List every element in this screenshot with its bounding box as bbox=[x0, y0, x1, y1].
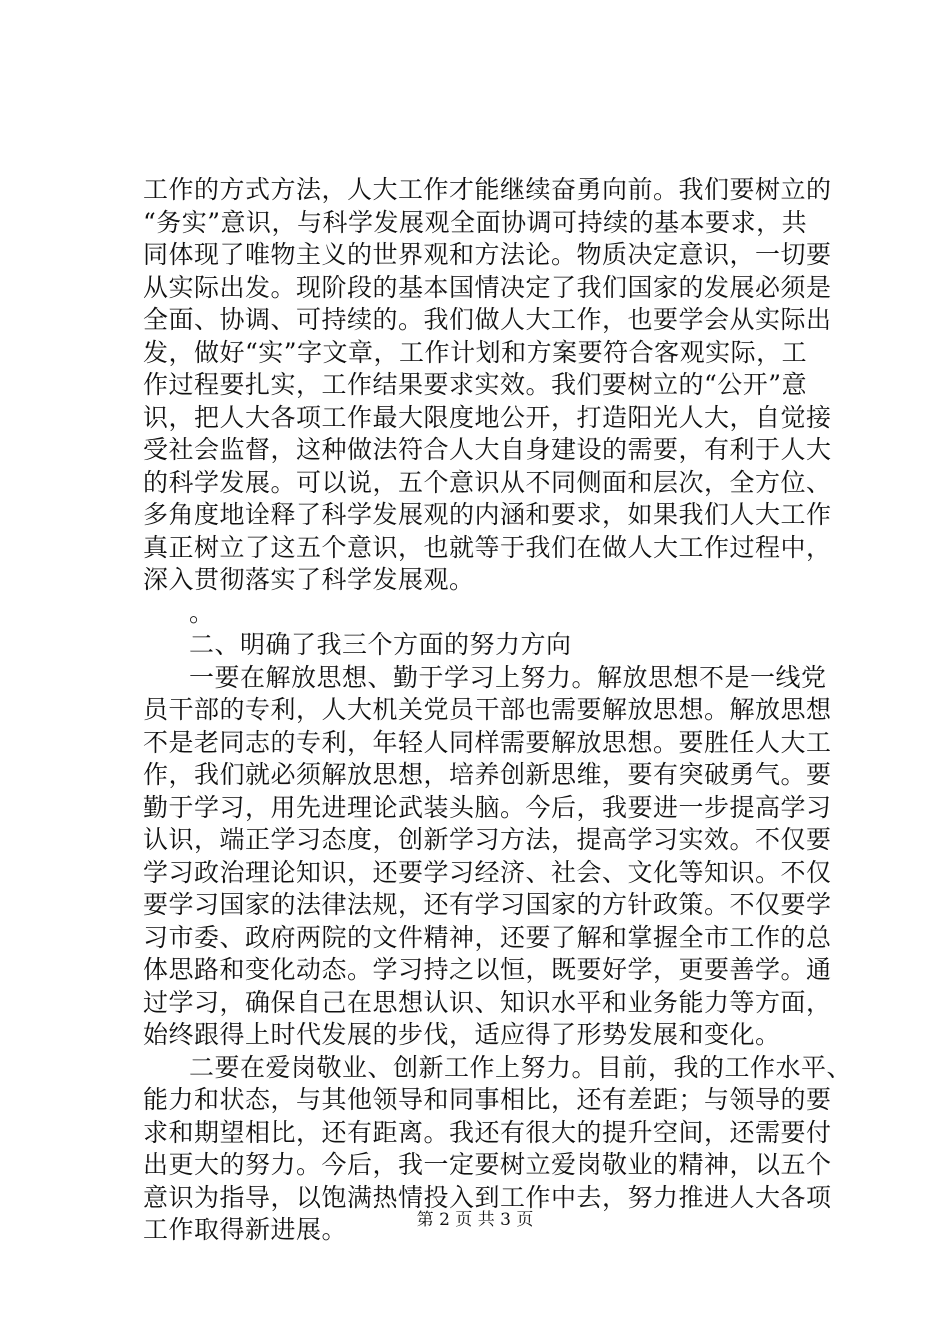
text-line: 员干部的专利，人大机关党员干部也需要解放思想。解放思想 bbox=[143, 695, 832, 724]
text-line: 深入贯彻落实了科学发展观。 bbox=[143, 565, 475, 594]
text-line: 作，我们就必须解放思想，培养创新思维，要有突破勇气。要 bbox=[143, 760, 832, 789]
text-line: 不是老同志的专利，年轻人同样需要解放思想。要胜任人大工 bbox=[143, 727, 832, 757]
text-line: 作过程要扎实，工作结果要求实效。我们要树立的“公开”意 bbox=[143, 370, 808, 399]
text-line: 多角度地诠释了科学发展观的内涵和要求，如果我们人大工作 bbox=[143, 500, 832, 529]
text-line: 能力和状态，与其他领导和同事相比，还有差距；与领导的要 bbox=[143, 1085, 832, 1114]
text-line: 受社会监督，这种做法符合人大自身建设的需要，有利于人大 bbox=[143, 435, 832, 464]
text-line: 工作的方式方法，人大工作才能继续奋勇向前。我们要树立的 bbox=[143, 175, 832, 204]
text-line: 出更大的努力。今后，我一定要树立爱岗敬业的精神，以五个 bbox=[143, 1150, 832, 1179]
text-line: 习市委、政府两院的文件精神，还要了解和掌握全市工作的总 bbox=[143, 922, 832, 952]
page-number-footer: 第 2 页 共 3 页 bbox=[416, 1210, 534, 1230]
text-line: 求和期望相比，还有距离。我还有很大的提升空间，还需要付 bbox=[143, 1117, 832, 1147]
text-line: 一要在解放思想、勤于学习上努力。解放思想不是一线党 bbox=[189, 662, 827, 692]
text-line: 过学习，确保自己在思想认识、知识水平和业务能力等方面， bbox=[143, 987, 832, 1017]
text-line: 发，做好“实”字文章，工作计划和方案要符合客观实际，工 bbox=[143, 337, 808, 367]
text-line: 认识，端正学习态度，创新学习方法，提高学习实效。不仅要 bbox=[143, 825, 832, 854]
text-line: 真正树立了这五个意识，也就等于我们在做人大工作过程中， bbox=[143, 532, 832, 562]
text-line: “务实”意识，与科学发展观全面协调可持续的基本要求，共 bbox=[143, 207, 808, 237]
text-line: 始终跟得上时代发展的步伐，适应得了形势发展和变化。 bbox=[143, 1020, 781, 1049]
text-line: 。 bbox=[189, 597, 215, 627]
text-line: 从实际出发。现阶段的基本国情决定了我们国家的发展必须是 bbox=[143, 272, 832, 302]
text-line: 体思路和变化动态。学习持之以恒，既要好学，更要善学。通 bbox=[143, 955, 832, 984]
text-line: 勤于学习，用先进理论武装头脑。今后，我要进一步提高学习 bbox=[143, 792, 832, 822]
text-line: 识，把人大各项工作最大限度地公开，打造阳光人大，自觉接 bbox=[143, 402, 832, 432]
text-line: 同体现了唯物主义的世界观和方法论。物质决定意识，一切要 bbox=[143, 240, 832, 269]
text-line: 二要在爱岗敬业、创新工作上努力。目前，我的工作水平、 bbox=[189, 1052, 853, 1082]
text-line: 要学习国家的法律法规，还有学习国家的方针政策。不仅要学 bbox=[143, 890, 832, 919]
document-body bbox=[143, 174, 853, 1247]
text-line: 的科学发展。可以说，五个意识从不同侧面和层次，全方位、 bbox=[143, 467, 832, 497]
text-line: 工作取得新进展。 bbox=[143, 1215, 348, 1244]
text-line: 意识为指导，以饱满热情投入到工作中去，努力推进人大各项 bbox=[143, 1182, 832, 1212]
text-line: 全面、协调、可持续的。我们做人大工作，也要学会从实际出 bbox=[143, 305, 832, 334]
section-heading: 二、明确了我三个方面的努力方向 bbox=[189, 630, 572, 659]
text-line: 学习政治理论知识，还要学习经济、社会、文化等知识。不仅 bbox=[143, 857, 832, 887]
